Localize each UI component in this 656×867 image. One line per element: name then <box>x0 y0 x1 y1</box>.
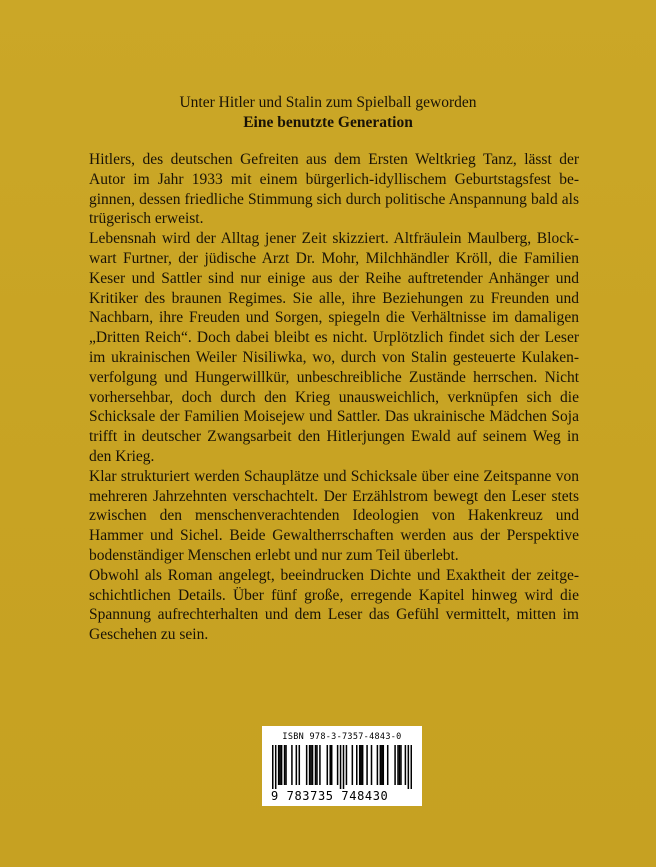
barcode-bar <box>405 745 407 785</box>
barcode-bar <box>278 745 280 785</box>
cover-header <box>0 93 656 133</box>
barcode-bar <box>296 745 298 785</box>
barcode-bar <box>310 745 312 785</box>
barcode-bar <box>387 745 389 785</box>
barcode-bar <box>272 745 274 789</box>
barcode-bar <box>359 745 361 785</box>
book-subtitle: Unter Hitler und Stalin zum Spielball geworden <box>179 94 477 111</box>
barcode-bar <box>312 745 314 785</box>
barcode-bar <box>275 745 277 789</box>
book-title: Eine benutzte Generation <box>243 114 413 131</box>
blurb-paragraph-3: Klar strukturiert werden Schauplätze und Schicksale über eine Zeitspanne von mehreren Jahrzehnten verschachtelt. Der Erzählstrom bewegt den Leser stets zwischen den menschenverachtenden Ideologien von Hakenkreuz und Hammer und Sichel. Beide Gewaltherrschaften werden aus der Perspektive bodenständiger Menschen erlebt und nur zum Teil überlebt. <box>89 467 579 564</box>
barcode-digits: 9 783735 748430 <box>271 789 389 803</box>
barcode-bar <box>285 745 287 785</box>
blurb-paragraph-1: Hitlers, des deutschen Gefreiten aus dem Ersten Weltkrieg Tanz, lässt der Autor im Jahr 1933 mit einem bürgerlich-idyllischem Geburtstagsfest beginnen, dessen friedliche Stimmung sich durch politische Anspannung bald als trügerisch erweist. <box>89 151 579 228</box>
isbn-label: ISBN 978-3-7357-4843-0 <box>282 732 402 742</box>
blurb-paragraph-4: Obwohl als Roman angelegt, beeindrucken Dichte und Exaktheit der zeitgeschichtlichen Details. Über fünf große, erregende Kapitel hinweg wird die Spannung aufrechterhalten und dem Leser das Gefühl vermittelt, mitten im Geschehen zu sein. <box>89 566 579 644</box>
barcode-bar <box>394 745 396 785</box>
barcode-bar <box>399 745 401 785</box>
barcode-bar <box>331 745 333 785</box>
barcode-bar <box>371 745 373 785</box>
barcode-bar <box>362 745 364 785</box>
barcode-bars <box>272 745 412 789</box>
barcode-bar <box>381 745 383 785</box>
barcode-bar <box>411 745 412 789</box>
barcode-bar <box>397 745 399 785</box>
barcode-bar <box>281 745 283 785</box>
barcode-bar <box>356 745 358 785</box>
barcode-bar <box>380 745 382 785</box>
barcode-bar <box>284 745 286 785</box>
barcode-bar <box>360 745 362 785</box>
barcode-bar <box>329 745 331 785</box>
barcode-bar <box>315 745 317 785</box>
barcode-bar <box>340 745 342 789</box>
barcode-bar <box>309 745 311 785</box>
barcode-bar <box>327 745 329 785</box>
isbn-barcode <box>262 726 422 806</box>
barcode-bar <box>279 745 281 785</box>
barcode-bar <box>383 745 385 785</box>
barcode-bar <box>343 745 345 789</box>
barcode-bar <box>316 745 318 785</box>
blurb-paragraph-2: Lebensnah wird der Alltag jener Zeit skizziert. Altfräulein Maulberg, Blockwart Furtner, der jüdische Arzt Dr. Mohr, Milchhändler Kröll, die Familien Keser und Sattler sind nur einige aus der Reihe auftretender Anhänger und Kritiker des braunen Regimes. Sie alle, ihre Beziehungen zu Freunden und Nachbarn, ihre Freuden und Sorgen, spiegeln die Verhältnisse im damaligen „Dritten Reich“. Doch dabei bleibt es nicht. Urplötzlich findet sich der Leser im ukrainischen Weiler Nisiliwka, wo, durch von Stalin gesteuerte Kulakenverfolgung und Hungerwillkür, unbeschreibliche Zustände herrschen. Nicht vorhersehbar, doch durch den Krieg unausweichlich, verknüpfen sich die Schicksale der Familien Moisejew und Sattler. Das ukrainische Mädchen Soja trifft in deutscher Zwangsarbeit den Hitlerjungen Ewald auf seinem Weg in den Krieg. <box>89 230 579 465</box>
barcode-bar <box>346 745 348 785</box>
barcode-bar <box>352 745 354 785</box>
barcode-bar <box>408 745 410 789</box>
barcode-bar <box>319 745 321 785</box>
barcode-bar <box>377 745 379 785</box>
barcode-bar <box>291 745 293 785</box>
barcode-bar <box>366 745 368 785</box>
barcode-bar <box>400 745 402 785</box>
barcode-bar <box>337 745 339 785</box>
barcode-bar <box>306 745 308 785</box>
blurb-text <box>89 150 579 645</box>
barcode-bar <box>299 745 301 785</box>
